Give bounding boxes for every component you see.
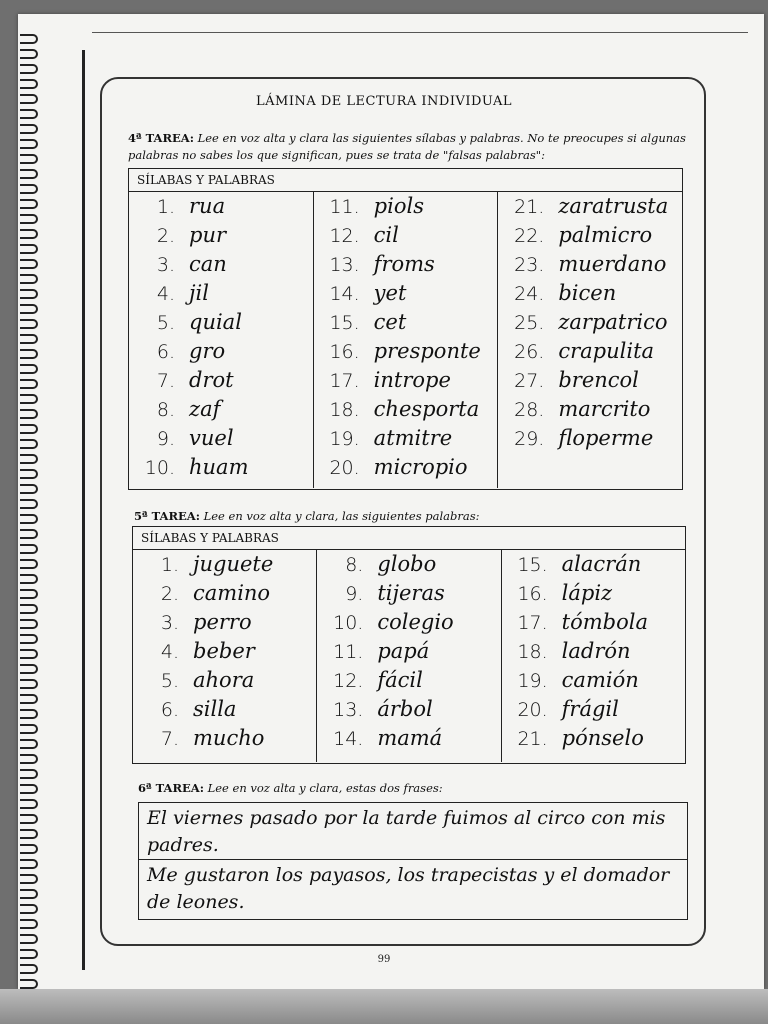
item-word: ladrón (561, 639, 631, 663)
spiral-ring (20, 604, 38, 614)
word-item (133, 397, 220, 421)
word-item (506, 639, 631, 663)
spiral-ring (20, 844, 38, 854)
spiral-ring (20, 919, 38, 929)
scan-bottom-edge (0, 989, 768, 1024)
item-number: 7. (156, 370, 175, 392)
spiral-ring (20, 934, 38, 944)
word-item (133, 455, 248, 479)
word-item (321, 697, 432, 721)
word-item (137, 697, 236, 721)
word-item (506, 697, 619, 721)
spiral-ring (20, 424, 38, 434)
item-word: brencol (558, 368, 639, 392)
item-number: 13. (329, 254, 360, 276)
item-number: 15. (329, 312, 360, 334)
spiral-ring (20, 874, 38, 884)
page-edge-left (82, 50, 85, 970)
word-item (318, 426, 453, 450)
item-number: 4. (160, 641, 179, 663)
item-word: tómbola (561, 610, 648, 634)
item-word: palmicro (558, 223, 653, 247)
word-item (318, 310, 407, 334)
task5-column-1 (133, 550, 317, 762)
item-number: 22. (514, 225, 545, 247)
word-item (506, 726, 644, 750)
spiral-ring (20, 814, 38, 824)
item-number: 6. (156, 341, 175, 363)
task5-column-3 (502, 550, 685, 762)
item-number: 15. (517, 554, 548, 576)
item-word: yet (373, 281, 407, 305)
task4-table-header: SÍLABAS Y PALABRAS (129, 169, 682, 192)
item-number: 17. (517, 612, 548, 634)
item-word: quial (189, 310, 242, 334)
item-number: 12. (329, 225, 360, 247)
item-word: cet (373, 310, 407, 334)
item-word: gro (189, 339, 226, 363)
spiral-ring (20, 274, 38, 284)
item-number: 20. (517, 699, 548, 721)
spiral-ring (20, 769, 38, 779)
task5-table-header: SÍLABAS Y PALABRAS (133, 527, 685, 550)
spiral-ring (20, 49, 38, 59)
spiral-ring (20, 799, 38, 809)
item-word: árbol (377, 697, 433, 721)
task6-instruction (138, 780, 698, 797)
word-item (133, 339, 225, 363)
word-item (318, 339, 481, 363)
task5-instruction (134, 508, 694, 525)
item-word: micropio (373, 455, 468, 479)
item-number: 3. (156, 254, 175, 276)
spiral-ring (20, 694, 38, 704)
sentence-2: Me gustaron los payasos, los trapecistas y el domador de leones. (139, 859, 687, 915)
item-word: atmitre (373, 426, 453, 450)
spiral-ring (20, 784, 38, 794)
task6-sentences (138, 802, 688, 920)
word-item (502, 281, 616, 305)
task4-column-2 (314, 192, 499, 488)
spiral-ring (20, 739, 38, 749)
item-number: 18. (517, 641, 548, 663)
item-number: 2. (156, 225, 175, 247)
item-number: 7. (160, 728, 179, 750)
spiral-ring (20, 619, 38, 629)
spiral-ring (20, 394, 38, 404)
word-item (321, 668, 423, 692)
item-word: crapulita (558, 339, 655, 363)
word-item (502, 397, 650, 421)
spiral-ring (20, 79, 38, 89)
task5-column-2 (317, 550, 501, 762)
word-item (137, 610, 252, 634)
spiral-ring (20, 304, 38, 314)
word-item (318, 455, 468, 479)
item-word: piols (373, 194, 424, 218)
item-number: 21. (517, 728, 548, 750)
spiral-ring (20, 904, 38, 914)
word-item (506, 668, 639, 692)
item-word: lápiz (561, 581, 613, 605)
spiral-ring (20, 109, 38, 119)
item-word: muerdano (558, 252, 667, 276)
task6-label: 6ª TAREA: (138, 781, 204, 795)
item-word: papá (377, 639, 430, 663)
item-number: 17. (329, 370, 360, 392)
spiral-ring (20, 229, 38, 239)
item-number: 13. (333, 699, 364, 721)
spiral-ring (20, 289, 38, 299)
item-word: vuel (189, 426, 234, 450)
spiral-ring (20, 889, 38, 899)
word-item (502, 194, 668, 218)
item-number: 14. (329, 283, 360, 305)
item-word: fácil (377, 668, 423, 692)
item-number: 5. (156, 312, 175, 334)
item-word: jil (189, 281, 209, 305)
item-word: zarpatrico (558, 310, 668, 334)
item-word: frágil (561, 697, 619, 721)
spiral-ring (20, 154, 38, 164)
item-number: 1. (160, 554, 179, 576)
word-item (318, 252, 435, 276)
word-item (133, 252, 227, 276)
word-item (133, 223, 226, 247)
item-word: colegio (377, 610, 454, 634)
word-item (321, 552, 436, 576)
item-number: 5. (160, 670, 179, 692)
item-number: 20. (329, 457, 360, 479)
spiral-ring (20, 319, 38, 329)
item-word: floperme (558, 426, 654, 450)
item-word: intrope (373, 368, 451, 392)
spiral-ring (20, 499, 38, 509)
word-item (502, 223, 652, 247)
spiral-ring (20, 589, 38, 599)
item-word: marcrito (558, 397, 651, 421)
word-item (137, 668, 254, 692)
spiral-ring (20, 544, 38, 554)
spiral-ring (20, 199, 38, 209)
item-number: 23. (514, 254, 545, 276)
item-word: alacrán (561, 552, 642, 576)
word-item (318, 194, 424, 218)
word-item (137, 581, 270, 605)
spiral-ring (20, 724, 38, 734)
spiral-ring (20, 244, 38, 254)
word-item (502, 339, 654, 363)
spiral-ring (20, 409, 38, 419)
word-item (318, 223, 399, 247)
spiral-ring (20, 184, 38, 194)
spiral-ring (20, 514, 38, 524)
spiral-ring (20, 454, 38, 464)
task5-text: Lee en voz alta y clara, las siguientes palabras: (203, 509, 480, 523)
spiral-ring (20, 979, 38, 989)
spiral-ring (20, 709, 38, 719)
item-number: 1. (156, 196, 175, 218)
task4-label: 4ª TAREA: (128, 131, 194, 145)
spiral-ring (20, 829, 38, 839)
spiral-ring (20, 439, 38, 449)
item-word: juguete (193, 552, 274, 576)
word-item (321, 726, 442, 750)
item-number: 28. (514, 399, 545, 421)
item-number: 2. (160, 583, 179, 605)
item-word: chesporta (373, 397, 480, 421)
item-word: ahora (193, 668, 255, 692)
item-word: rua (189, 194, 226, 218)
spiral-ring (20, 379, 38, 389)
spiral-ring (20, 364, 38, 374)
item-number: 24. (514, 283, 545, 305)
item-word: cil (373, 223, 399, 247)
page-number: 99 (377, 954, 391, 965)
word-item (318, 368, 451, 392)
word-item (321, 610, 453, 634)
item-number: 16. (329, 341, 360, 363)
spiral-ring (20, 124, 38, 134)
spiral-ring (20, 574, 38, 584)
spiral-ring (20, 259, 38, 269)
spiral-ring (20, 634, 38, 644)
spiral-ring (20, 139, 38, 149)
item-number: 4. (156, 283, 175, 305)
word-item (506, 581, 612, 605)
spiral-ring (20, 34, 38, 44)
spiral-ring (20, 859, 38, 869)
item-word: huam (189, 455, 249, 479)
item-word: globo (377, 552, 437, 576)
word-item (133, 368, 234, 392)
item-word: mucho (193, 726, 265, 750)
item-word: camión (561, 668, 639, 692)
item-number: 10. (333, 612, 364, 634)
word-item (502, 310, 667, 334)
item-number: 11. (329, 196, 360, 218)
item-number: 6. (160, 699, 179, 721)
spiral-ring (20, 754, 38, 764)
task5-label: 5ª TAREA: (134, 509, 200, 523)
item-number: 3. (160, 612, 179, 634)
word-item (502, 426, 653, 450)
item-number: 12. (333, 670, 364, 692)
item-word: bicen (558, 281, 617, 305)
word-item (506, 552, 642, 576)
item-word: beber (193, 639, 255, 663)
item-word: pur (189, 223, 227, 247)
spiral-ring (20, 964, 38, 974)
task4-text2: palabras no sabes los que significan, pues se trata de "falsas palabras": (128, 148, 545, 162)
page-edge-top (92, 32, 748, 33)
task4-column-3 (498, 192, 682, 488)
item-number: 16. (517, 583, 548, 605)
item-number: 10. (144, 457, 175, 479)
sentence-1: El viernes pasado por la tarde fuimos al circo con mis padres. (147, 807, 666, 856)
spiral-ring (20, 649, 38, 659)
item-word: can (189, 252, 227, 276)
spiral-ring (20, 469, 38, 479)
page-title: LÁMINA DE LECTURA INDIVIDUAL (255, 94, 512, 109)
word-item (502, 252, 666, 276)
item-number: 19. (517, 670, 548, 692)
word-item (137, 639, 255, 663)
word-item (321, 639, 429, 663)
spiral-ring (20, 349, 38, 359)
task4-instruction (128, 130, 688, 164)
spiral-ring (20, 169, 38, 179)
task4-text: Lee en voz alta y clara las siguientes sílabas y palabras. No te preocupes si algunas (197, 131, 686, 145)
item-number: 9. (345, 583, 364, 605)
word-item (506, 610, 648, 634)
word-item (137, 552, 273, 576)
word-item (137, 726, 264, 750)
item-number: 26. (514, 341, 545, 363)
item-number: 14. (333, 728, 364, 750)
item-number: 29. (514, 428, 545, 450)
item-number: 9. (156, 428, 175, 450)
item-word: presponte (373, 339, 481, 363)
item-number: 8. (345, 554, 364, 576)
word-item (321, 581, 444, 605)
word-item (502, 368, 639, 392)
word-item (133, 281, 209, 305)
spiral-ring (20, 484, 38, 494)
item-word: froms (373, 252, 435, 276)
item-word: zaf (189, 397, 221, 421)
word-item (318, 281, 407, 305)
spiral-ring (20, 64, 38, 74)
word-item (133, 426, 234, 450)
spiral-ring (20, 664, 38, 674)
spiral-ring (20, 334, 38, 344)
item-word: silla (193, 697, 237, 721)
item-number: 11. (333, 641, 364, 663)
spiral-ring (20, 679, 38, 689)
word-item (133, 194, 225, 218)
item-number: 18. (329, 399, 360, 421)
spiral-ring (20, 559, 38, 569)
spiral-binding (18, 34, 40, 994)
item-number: 27. (514, 370, 545, 392)
item-number: 8. (156, 399, 175, 421)
item-number: 25. (514, 312, 545, 334)
item-word: perro (193, 610, 252, 634)
task4-table (128, 168, 683, 490)
spiral-ring (20, 214, 38, 224)
item-number: 21. (514, 196, 545, 218)
task5-table (132, 526, 686, 764)
spiral-ring (20, 529, 38, 539)
item-word: mamá (377, 726, 443, 750)
word-item (318, 397, 480, 421)
item-word: pónselo (561, 726, 644, 750)
task6-text: Lee en voz alta y clara, estas dos frases: (207, 781, 443, 795)
item-number: 19. (329, 428, 360, 450)
item-word: zaratrusta (558, 194, 669, 218)
item-word: camino (193, 581, 271, 605)
item-word: drot (189, 368, 234, 392)
task4-column-1 (129, 192, 314, 488)
item-word: tijeras (377, 581, 445, 605)
word-item (133, 310, 242, 334)
